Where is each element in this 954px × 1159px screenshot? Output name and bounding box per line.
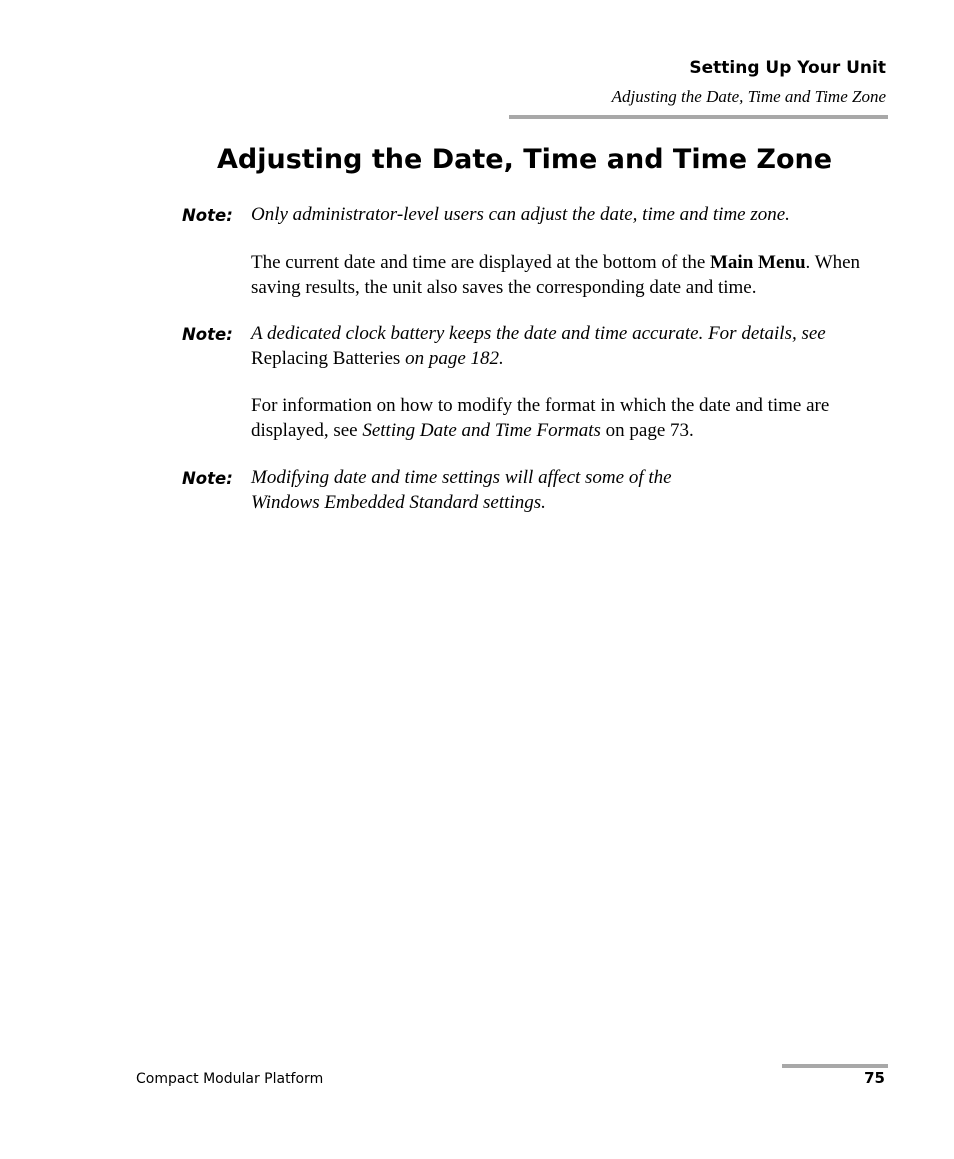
paragraph [251, 251, 891, 300]
running-header-section: Adjusting the Date, Time and Time Zone [611, 87, 886, 106]
text-line: Windows Embedded Standard settings. [251, 491, 546, 513]
text: on page 73. [600, 419, 694, 441]
page-title: Adjusting the Date, Time and Time Zone [217, 144, 833, 175]
note-label: Note: [182, 206, 233, 225]
text-line: Modifying date and time settings will affect some of the [251, 467, 672, 488]
text: The current date and time are displayed at the bottom of the [251, 252, 710, 273]
note-text: Only administrator-level users can adjust the date, time and time zone. [251, 204, 790, 225]
paragraph [251, 394, 876, 443]
page-number: 75 [864, 1069, 885, 1087]
text: A dedicated clock battery keeps the date and time accurate. For details, see [251, 323, 826, 344]
text: . When saving results, the unit also saves the corresponding date and time. [251, 252, 861, 298]
header-rule [509, 115, 888, 119]
note-label: Note: [182, 469, 233, 488]
text: For information on how to modify the format in which the date and time are displayed, see [251, 395, 830, 441]
footer-rule [782, 1064, 888, 1068]
running-header-chapter: Setting Up Your Unit [689, 58, 886, 78]
cross-reference-link[interactable]: Setting Date and Time Formats [362, 419, 601, 441]
note-text [251, 466, 901, 515]
cross-reference-link[interactable]: Replacing Batteries [251, 347, 401, 369]
note-label: Note: [182, 325, 233, 344]
ui-term: Main Menu [710, 252, 806, 273]
text: on page 182. [400, 347, 504, 369]
footer-product: Compact Modular Platform [136, 1071, 324, 1087]
note-text [251, 322, 861, 371]
